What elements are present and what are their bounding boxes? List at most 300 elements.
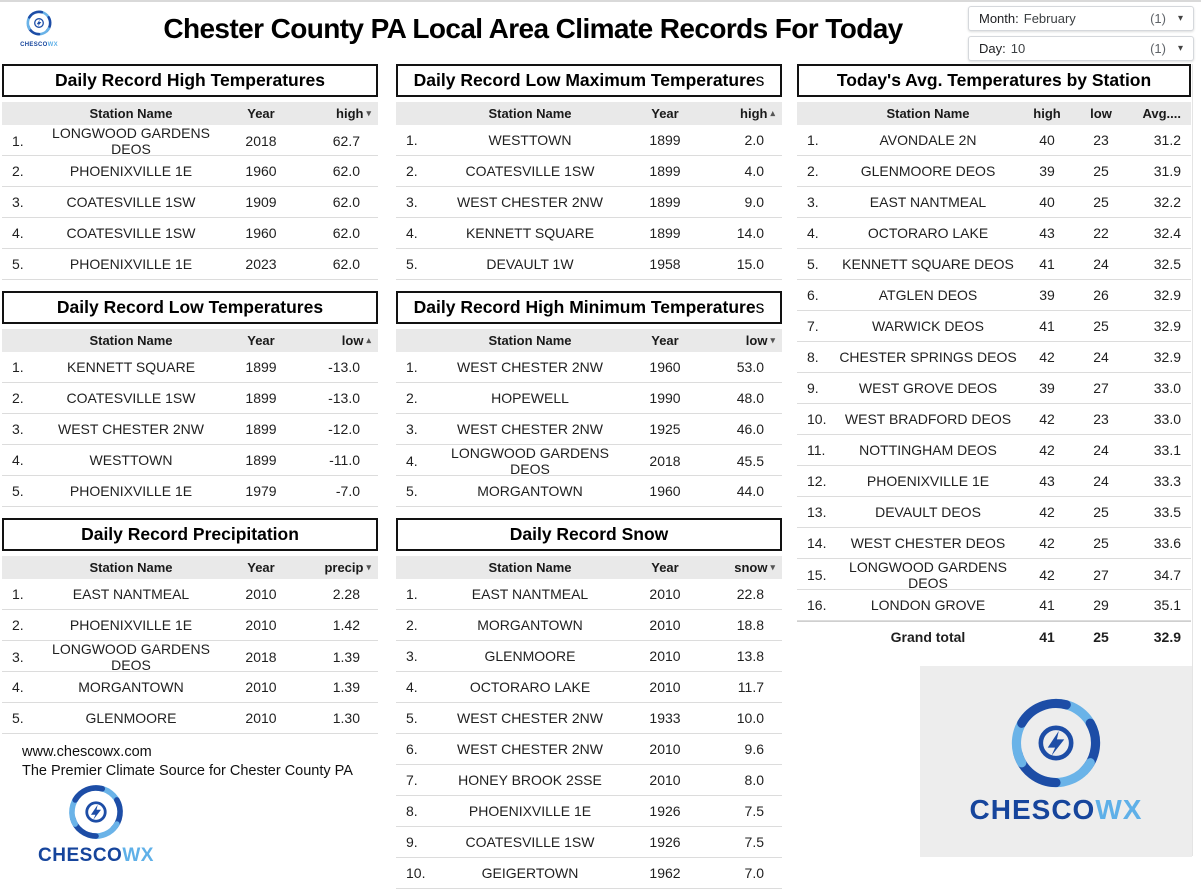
table-row [2, 187, 378, 218]
row-index: 2. [12, 163, 24, 179]
avg-cell: 32.2 [1153, 194, 1181, 210]
table-row [2, 414, 378, 445]
value-cell: 1.42 [332, 617, 360, 633]
year-cell: 1960 [649, 359, 681, 375]
value-cell: 4.0 [744, 163, 764, 179]
row-index: 6. [406, 741, 418, 757]
col-header-year: Year [651, 333, 679, 348]
row-index: 5. [12, 483, 24, 499]
station-cell: PHOENIXVILLE 1E [69, 163, 193, 179]
year-cell: 2018 [245, 133, 277, 149]
station-cell: PHOENIXVILLE 1E [69, 617, 193, 633]
value-cell: -12.0 [328, 421, 360, 437]
table-row [797, 590, 1191, 621]
col-header-low[interactable]: low [1090, 106, 1112, 121]
grand-total-label: Grand total [890, 629, 966, 645]
year-cell: 1960 [649, 483, 681, 499]
station-cell: COATESVILLE 1SW [465, 163, 595, 179]
station-cell: WEST CHESTER 2NW [457, 741, 603, 757]
station-cell: COATESVILLE 1SW [66, 390, 196, 406]
table-title: Daily Record High Temperatures [2, 64, 378, 97]
sort-desc-icon: ▾ [770, 562, 775, 572]
row-index: 10. [807, 411, 827, 427]
row-index: 4. [12, 452, 24, 468]
filter-controls [968, 6, 1194, 66]
year-cell: 1925 [649, 421, 681, 437]
table-row [797, 125, 1191, 156]
row-index: 3. [12, 421, 24, 437]
value-cell: 62.0 [332, 194, 360, 210]
table-row [396, 156, 782, 187]
table-row [2, 218, 378, 249]
station-cell: OCTORARO LAKE [469, 679, 591, 695]
station-cell: HOPEWELL [491, 390, 569, 406]
value-cell: 62.0 [332, 256, 360, 272]
value-cell: 2.28 [332, 586, 360, 602]
avg-cell: 32.9 [1153, 318, 1181, 334]
station-cell: EAST NANTMEAL [869, 194, 987, 210]
year-cell: 1926 [649, 834, 681, 850]
low-cell: 22 [1093, 225, 1109, 241]
row-index: 2. [406, 390, 418, 406]
station-cell: DEVAULT DEOS [875, 504, 981, 520]
low-cell: 26 [1093, 287, 1109, 303]
table-row [797, 373, 1191, 404]
col-header-sort[interactable]: low ▾ [745, 333, 775, 348]
table-row [396, 858, 782, 889]
col-header-year: Year [651, 106, 679, 121]
month-filter-label: Month: [979, 11, 1019, 26]
row-index: 5. [12, 256, 24, 272]
chescowx-logo-text: CHESCOWX [38, 845, 154, 866]
table-row [396, 765, 782, 796]
year-cell: 2018 [649, 453, 681, 469]
low-cell: 25 [1093, 163, 1109, 179]
value-cell: 22.8 [736, 586, 764, 602]
col-header-high[interactable]: high [1033, 106, 1061, 121]
chescowx-logo-large [920, 666, 1192, 857]
station-cell: MORGANTOWN [477, 483, 583, 499]
station-cell: DEVAULT 1W [486, 256, 574, 272]
website-url: www.chescowx.com [22, 744, 152, 760]
year-cell: 2018 [245, 649, 277, 665]
year-cell: 1960 [245, 225, 277, 241]
table-todays-avg-temps [797, 64, 1191, 652]
station-cell: LONGWOOD GARDENS DEOS [52, 125, 210, 157]
col-header-sort[interactable]: low ▴ [341, 333, 371, 348]
table-body [396, 352, 782, 507]
row-index: 1. [12, 359, 24, 375]
value-cell: 18.8 [736, 617, 764, 633]
station-cell: PHOENIXVILLE 1E [69, 256, 193, 272]
value-cell: 7.5 [744, 803, 764, 819]
table-header [797, 102, 1191, 125]
table-row [2, 672, 378, 703]
day-filter-count: (1) [1150, 41, 1166, 56]
low-cell: 29 [1093, 597, 1109, 613]
row-index: 2. [406, 163, 418, 179]
col-header-year: Year [651, 560, 679, 575]
station-cell: PHOENIXVILLE 1E [866, 473, 990, 489]
high-cell: 43 [1039, 473, 1055, 489]
table-row [2, 249, 378, 280]
middle-column [396, 64, 782, 889]
low-cell: 24 [1093, 256, 1109, 272]
table-row [396, 672, 782, 703]
station-cell: WEST CHESTER 2NW [457, 421, 603, 437]
avg-cell: 32.9 [1153, 349, 1181, 365]
station-cell: WESTTOWN [488, 132, 572, 148]
row-index: 4. [12, 225, 24, 241]
station-cell: OCTORARO LAKE [867, 225, 989, 241]
station-cell: GLENMOORE [85, 710, 177, 726]
table-row [797, 497, 1191, 528]
year-cell: 1899 [245, 359, 277, 375]
avg-cell: 32.4 [1153, 225, 1181, 241]
station-cell: LONGWOOD GARDENS DEOS [52, 641, 210, 673]
station-cell: WARWICK DEOS [871, 318, 984, 334]
row-index: 8. [406, 803, 418, 819]
col-header-station: Station Name [89, 560, 173, 575]
grand-total-low: 25 [1093, 629, 1109, 645]
table-row [797, 218, 1191, 249]
chevron-down-icon[interactable]: ▾ [1177, 42, 1183, 54]
month-filter-count: (1) [1150, 11, 1166, 26]
row-index: 2. [807, 163, 819, 179]
table-row [797, 280, 1191, 311]
low-cell: 24 [1093, 473, 1109, 489]
high-cell: 42 [1039, 349, 1055, 365]
month-filter-dropdown[interactable] [968, 6, 1194, 31]
table-row [396, 125, 782, 156]
table-row [2, 610, 378, 641]
table-row [2, 703, 378, 734]
station-cell: AVONDALE 2N [879, 132, 977, 148]
row-index: 5. [406, 710, 418, 726]
row-index: 16. [807, 597, 827, 613]
col-header-sort[interactable]: snow ▾ [734, 560, 775, 575]
station-cell: LONGWOOD GARDENS DEOS [849, 559, 1007, 591]
table-row [2, 383, 378, 414]
table-daily-record-low-max-temps [396, 64, 782, 280]
value-cell: 45.5 [736, 453, 764, 469]
table-row [396, 383, 782, 414]
value-cell: 13.8 [736, 648, 764, 664]
year-cell: 1899 [245, 421, 277, 437]
table-header [2, 329, 378, 352]
col-header-avg[interactable]: Avg.... [1142, 106, 1181, 121]
year-cell: 2010 [245, 617, 277, 633]
avg-cell: 31.9 [1153, 163, 1181, 179]
year-cell: 1899 [245, 390, 277, 406]
col-header-sort[interactable]: high ▾ [336, 106, 371, 121]
value-cell: 7.5 [744, 834, 764, 850]
year-cell: 2010 [245, 710, 277, 726]
station-cell: MORGANTOWN [78, 679, 184, 695]
day-filter-label: Day: [979, 41, 1006, 56]
table-title: Today's Avg. Temperatures by Station [797, 64, 1191, 97]
avg-cell: 33.0 [1153, 411, 1181, 427]
row-index: 5. [406, 256, 418, 272]
table-header [396, 102, 782, 125]
table-row [797, 311, 1191, 342]
station-cell: WEST BRADFORD DEOS [844, 411, 1012, 427]
chevron-down-icon[interactable]: ▾ [1177, 12, 1183, 24]
sort-asc-icon: ▴ [770, 108, 775, 118]
sort-desc-icon: ▾ [770, 335, 775, 345]
col-header-station: Station Name [89, 106, 173, 121]
table-body [2, 352, 378, 507]
value-cell: 62.0 [332, 225, 360, 241]
table-row [797, 435, 1191, 466]
row-index: 4. [406, 453, 418, 469]
year-cell: 2010 [245, 586, 277, 602]
year-cell: 1926 [649, 803, 681, 819]
table-header [396, 329, 782, 352]
year-cell: 1899 [649, 132, 681, 148]
table-daily-record-precipitation [2, 518, 378, 734]
page-title: Chester County PA Local Area Climate Records For Today [163, 13, 903, 44]
table-row [797, 404, 1191, 435]
table-daily-record-snow [396, 518, 782, 889]
high-cell: 42 [1039, 535, 1055, 551]
low-cell: 23 [1093, 132, 1109, 148]
row-index: 2. [12, 390, 24, 406]
chescowx-swirl-icon [68, 784, 124, 840]
table-row [797, 187, 1191, 218]
chescowx-logo-text: CHESCOWX [969, 794, 1143, 825]
year-cell: 2010 [245, 679, 277, 695]
table-title: Daily Record Snow [396, 518, 782, 551]
row-index: 3. [406, 648, 418, 664]
value-cell: 11.7 [737, 679, 764, 695]
value-cell: 62.0 [332, 163, 360, 179]
row-index: 4. [406, 225, 418, 241]
value-cell: -11.0 [329, 452, 360, 468]
table-row [396, 734, 782, 765]
table-row [797, 249, 1191, 280]
low-cell: 24 [1093, 349, 1109, 365]
value-cell: 10.0 [736, 710, 764, 726]
avg-cell: 33.0 [1153, 380, 1181, 396]
row-index: 1. [406, 359, 418, 375]
tagline: The Premier Climate Source for Chester County PA [22, 763, 353, 779]
table-title: Daily Record Precipitation [2, 518, 378, 551]
row-index: 5. [406, 483, 418, 499]
value-cell: 1.39 [332, 649, 360, 665]
avg-cell: 32.9 [1153, 287, 1181, 303]
value-cell: 8.0 [744, 772, 764, 788]
table-header [2, 556, 378, 579]
high-cell: 42 [1039, 442, 1055, 458]
value-cell: -7.0 [335, 483, 360, 499]
year-cell: 2010 [649, 741, 681, 757]
station-cell: CHESTER SPRINGS DEOS [839, 349, 1017, 365]
table-body [797, 125, 1191, 621]
table-row [2, 476, 378, 507]
low-cell: 25 [1093, 504, 1109, 520]
value-cell: 7.0 [744, 865, 764, 881]
avg-cell: 35.1 [1153, 597, 1181, 613]
row-index: 2. [12, 617, 24, 633]
value-cell: 62.7 [332, 133, 360, 149]
year-cell: 1899 [649, 225, 681, 241]
station-cell: KENNETT SQUARE [465, 225, 595, 241]
table-row [2, 579, 378, 610]
col-header-station: Station Name [89, 333, 173, 348]
table-row [797, 342, 1191, 373]
low-cell: 24 [1093, 442, 1109, 458]
table-row [797, 466, 1191, 497]
table-body [2, 579, 378, 734]
table-row [396, 218, 782, 249]
station-cell: COATESVILLE 1SW [66, 194, 196, 210]
site-note [2, 743, 378, 781]
low-cell: 25 [1093, 194, 1109, 210]
left-column [2, 64, 378, 867]
day-filter-dropdown[interactable] [968, 36, 1194, 61]
col-header-station: Station Name [886, 106, 970, 121]
station-cell: COATESVILLE 1SW [66, 225, 196, 241]
month-filter-value: February [1023, 11, 1076, 26]
grand-total-row [797, 621, 1191, 652]
station-cell: NOTTINGHAM DEOS [859, 442, 997, 458]
sort-desc-icon: ▾ [366, 562, 371, 572]
station-cell: GEIGERTOWN [481, 865, 579, 881]
table-header [2, 102, 378, 125]
high-cell: 41 [1039, 318, 1055, 334]
station-cell: HONEY BROOK 2SSE [458, 772, 602, 788]
row-index: 7. [406, 772, 418, 788]
station-cell: GLENMOORE [484, 648, 576, 664]
station-cell: MORGANTOWN [477, 617, 583, 633]
table-header [396, 556, 782, 579]
table-title: Daily Record Low Maximum Temperature s [396, 64, 782, 97]
row-index: 9. [807, 380, 819, 396]
grand-total-avg: 32.9 [1153, 629, 1181, 645]
high-cell: 42 [1039, 411, 1055, 427]
station-cell: WEST CHESTER 2NW [457, 194, 603, 210]
low-cell: 23 [1093, 411, 1109, 427]
station-cell: KENNETT SQUARE [66, 359, 196, 375]
table-row [797, 156, 1191, 187]
high-cell: 39 [1039, 163, 1055, 179]
table-body [396, 579, 782, 889]
year-cell: 2010 [649, 617, 681, 633]
row-index: 1. [12, 133, 24, 149]
row-index: 15. [807, 567, 827, 583]
row-index: 1. [807, 132, 819, 148]
high-cell: 39 [1039, 287, 1055, 303]
value-cell: 9.0 [744, 194, 764, 210]
table-row [2, 125, 378, 156]
col-header-year: Year [247, 560, 275, 575]
table-row [2, 352, 378, 383]
year-cell: 2010 [649, 772, 681, 788]
row-index: 1. [12, 586, 24, 602]
station-cell: ATGLEN DEOS [878, 287, 978, 303]
row-index: 4. [12, 679, 24, 695]
value-cell: 1.39 [332, 679, 360, 695]
row-index: 8. [807, 349, 819, 365]
year-cell: 2023 [245, 256, 277, 272]
col-header-year: Year [247, 333, 275, 348]
year-cell: 2010 [649, 679, 681, 695]
table-row [396, 445, 782, 476]
avg-cell: 33.3 [1153, 473, 1181, 489]
col-header-station: Station Name [488, 560, 572, 575]
row-index: 2. [406, 617, 418, 633]
station-cell: PHOENIXVILLE 1E [468, 803, 592, 819]
station-cell: LONDON GROVE [870, 597, 986, 613]
chescowx-swirl-icon [1010, 697, 1102, 789]
station-cell: WEST CHESTER DEOS [850, 535, 1006, 551]
row-index: 3. [406, 421, 418, 437]
high-cell: 43 [1039, 225, 1055, 241]
value-cell: 2.0 [744, 132, 764, 148]
station-cell: WEST GROVE DEOS [858, 380, 998, 396]
table-row [396, 796, 782, 827]
table-row [396, 703, 782, 734]
col-header-sort[interactable]: precip ▾ [324, 560, 371, 575]
day-filter-value: 10 [1010, 41, 1026, 56]
table-daily-record-high-min-temps [396, 291, 782, 507]
sort-desc-icon: ▾ [366, 108, 371, 118]
year-cell: 1958 [649, 256, 681, 272]
value-cell: -13.0 [328, 359, 360, 375]
high-cell: 41 [1039, 597, 1055, 613]
table-row [2, 156, 378, 187]
table-body [2, 125, 378, 280]
year-cell: 2010 [649, 586, 681, 602]
row-index: 12. [807, 473, 827, 489]
year-cell: 1899 [649, 194, 681, 210]
row-index: 3. [12, 194, 24, 210]
row-index: 13. [807, 504, 827, 520]
table-row [396, 187, 782, 218]
grand-total-high: 41 [1039, 629, 1055, 645]
avg-cell: 33.6 [1153, 535, 1181, 551]
station-cell: EAST NANTMEAL [72, 586, 190, 602]
col-header-year: Year [247, 106, 275, 121]
row-index: 4. [406, 679, 418, 695]
value-cell: 14.0 [736, 225, 764, 241]
year-cell: 1899 [649, 163, 681, 179]
row-index: 1. [406, 132, 418, 148]
row-index: 9. [406, 834, 418, 850]
year-cell: 1933 [649, 710, 681, 726]
col-header-sort[interactable]: high ▴ [740, 106, 775, 121]
high-cell: 41 [1039, 256, 1055, 272]
station-cell: WEST CHESTER 2NW [457, 359, 603, 375]
year-cell: 1990 [649, 390, 681, 406]
avg-cell: 31.2 [1153, 132, 1181, 148]
table-daily-record-high-temps [2, 64, 378, 280]
station-cell: KENNETT SQUARE DEOS [842, 256, 1014, 272]
row-index: 11. [807, 442, 826, 458]
table-title: Daily Record High Minimum Temperature s [396, 291, 782, 324]
value-cell: 15.0 [736, 256, 764, 272]
row-index: 7. [807, 318, 819, 334]
row-index: 10. [406, 865, 426, 881]
station-cell: WEST CHESTER 2NW [457, 710, 603, 726]
high-cell: 39 [1039, 380, 1055, 396]
table-row [797, 528, 1191, 559]
station-cell: EAST NANTMEAL [471, 586, 589, 602]
avg-cell: 33.1 [1153, 442, 1181, 458]
sort-asc-icon: ▴ [366, 335, 371, 345]
col-header-station: Station Name [488, 106, 572, 121]
